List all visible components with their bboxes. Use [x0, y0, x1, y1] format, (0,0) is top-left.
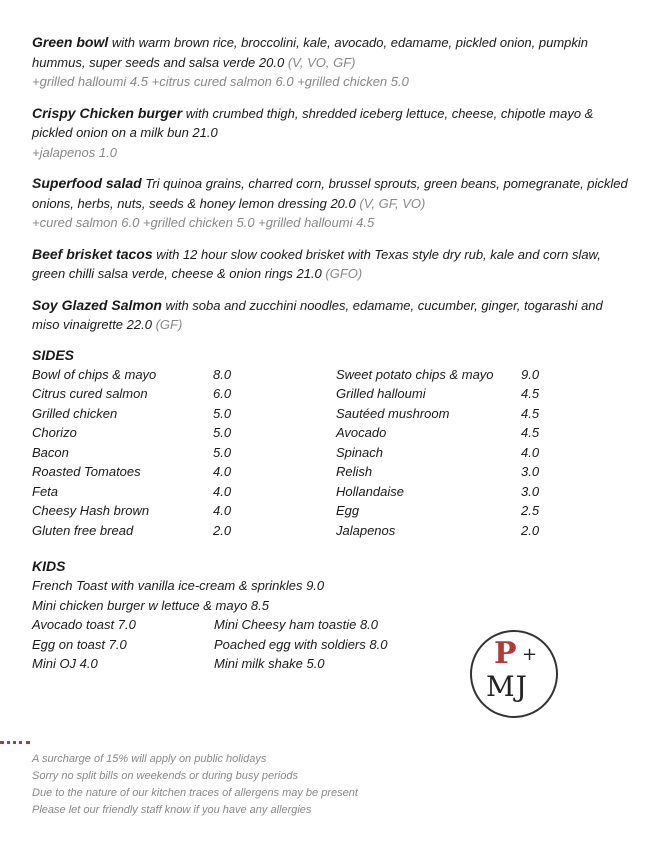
- menu-item-soy-salmon: [32, 296, 632, 335]
- item-tags: (GF): [155, 317, 183, 332]
- side-name: Grilled halloumi: [336, 386, 426, 401]
- side-price: 4.0: [213, 464, 232, 479]
- side-name: Hollandaise: [336, 483, 404, 499]
- side-row: [336, 365, 539, 385]
- logo-plus: +: [522, 644, 538, 665]
- kids-item: Avocado toast 7.0: [32, 617, 136, 632]
- side-row: [32, 404, 336, 424]
- side-name: Avocado: [336, 425, 387, 440]
- kids-item: Mini OJ 4.0: [32, 656, 98, 671]
- side-price: 5.0: [213, 425, 232, 440]
- item-name: Crispy Chicken burger: [32, 104, 183, 121]
- kids-item: Egg on toast 7.0: [32, 636, 127, 652]
- side-name: Chorizo: [32, 425, 77, 440]
- side-name: Bacon: [32, 444, 69, 460]
- item-description: with warm brown rice, broccolini, kale, avocado, edamame, pickled onion, pumpkin hummus, super seeds and salsa verde 20.0: [32, 35, 589, 70]
- item-description: with 12 hour slow cooked brisket with Texas style dry rub, kale and corn slaw, green chilli salsa verde, cheese & onion rings 21.0: [32, 246, 601, 281]
- note-line: Sorry no split bills on weekends or during busy periods: [32, 770, 298, 782]
- side-name: Bowl of chips & mayo: [32, 366, 157, 382]
- side-row: [336, 482, 539, 502]
- item-tags: (GFO): [325, 266, 363, 281]
- item-name: Green bowl: [32, 34, 109, 50]
- side-price: 6.0: [213, 386, 232, 401]
- side-name: Jalapenos: [336, 522, 396, 538]
- kids-item: Mini chicken burger w lettuce & mayo 8.5: [32, 597, 269, 613]
- side-row: [32, 521, 336, 541]
- item-description: with crumbed thigh, shredded iceberg lettuce, cheese, chipotle mayo & pickled onion on a milk bun 21.0: [32, 105, 594, 140]
- item-description: with soba and zucchini noodles, edamame, cucumber, ginger, togarashi and miso vinaigrette 22.0: [32, 297, 603, 332]
- side-row: [32, 443, 336, 463]
- side-row: [32, 482, 336, 502]
- side-price: 2.5: [521, 503, 540, 518]
- side-price: 5.0: [213, 405, 232, 421]
- side-row: [32, 384, 336, 404]
- side-name: Egg: [336, 503, 360, 518]
- side-price: 4.0: [213, 483, 232, 499]
- side-price: 3.0: [521, 483, 540, 499]
- item-tags: (V, GF, VO): [359, 195, 426, 211]
- side-row: [336, 443, 539, 463]
- sides-column-left: [32, 365, 336, 541]
- sides-column-right: [336, 365, 539, 541]
- item-extras: +jalapenos 1.0: [32, 144, 117, 160]
- side-name: Sautéed mushroom: [336, 405, 450, 421]
- item-extras: +cured salmon 6.0 +grilled chicken 5.0 +grilled halloumi 4.5: [32, 215, 375, 230]
- kids-item: Mini Cheesy ham toastie 8.0: [214, 617, 379, 632]
- side-name: Cheesy Hash brown: [32, 503, 150, 518]
- side-price: 4.5: [521, 386, 540, 401]
- side-price: 3.0: [521, 464, 540, 479]
- item-extras: +grilled halloumi 4.5 +citrus cured salmon 6.0 +grilled chicken 5.0: [32, 74, 409, 89]
- side-row: [32, 365, 336, 385]
- side-row: [336, 501, 539, 521]
- menu-item-brisket-tacos: [32, 245, 632, 284]
- side-row: [336, 384, 539, 404]
- dotted-divider: [0, 741, 30, 744]
- side-row: [32, 462, 336, 482]
- sides-list: [32, 365, 632, 541]
- item-description: Tri quinoa grains, charred corn, brussel sprouts, green beans, pomegranate, pickled onions, herbs, nuts, seeds & honey lemon dressing 20.0: [32, 176, 628, 211]
- side-row: [32, 423, 336, 443]
- item-name: Beef brisket tacos: [32, 245, 153, 262]
- kids-item: Poached egg with soldiers 8.0: [214, 636, 388, 652]
- note-line: A surcharge of 15% will apply on public holidays: [32, 753, 267, 765]
- kids-heading: KIDS: [32, 558, 66, 574]
- menu-page: [32, 33, 632, 674]
- item-name: Soy Glazed Salmon: [32, 296, 162, 313]
- menu-item-superfood-salad: [32, 174, 632, 233]
- side-name: Roasted Tomatoes: [32, 464, 141, 479]
- side-price: 2.0: [521, 522, 540, 538]
- side-name: Spinach: [336, 444, 383, 460]
- side-row: [336, 462, 539, 482]
- side-price: 9.0: [521, 366, 540, 382]
- side-row: [336, 521, 539, 541]
- side-row: [336, 404, 539, 424]
- item-name: Superfood salad: [32, 175, 142, 191]
- note-line: Please let our friendly staff know if you have any allergies: [32, 804, 312, 816]
- side-price: 4.5: [521, 425, 540, 440]
- logo-p: P: [494, 636, 517, 671]
- kids-item: Mini milk shake 5.0: [214, 656, 325, 671]
- sides-heading: SIDES: [32, 346, 75, 363]
- side-price: 4.0: [213, 503, 232, 518]
- side-name: Grilled chicken: [32, 405, 118, 421]
- side-name: Citrus cured salmon: [32, 386, 148, 401]
- note-line: Due to the nature of our kitchen traces of allergens may be present: [32, 787, 358, 799]
- side-price: 5.0: [213, 444, 232, 460]
- pmj-logo: [470, 630, 558, 718]
- side-price: 8.0: [213, 366, 232, 382]
- side-row: [32, 501, 336, 521]
- item-tags: (V, VO, GF): [287, 54, 356, 70]
- side-price: 4.5: [521, 405, 540, 421]
- side-name: Gluten free bread: [32, 522, 134, 538]
- menu-item-chicken-burger: [32, 104, 632, 163]
- side-name: Feta: [32, 483, 59, 499]
- logo-mj: MJ: [486, 670, 528, 703]
- menu-item-green-bowl: [32, 33, 632, 92]
- side-name: Relish: [336, 464, 373, 479]
- side-price: 2.0: [213, 522, 232, 538]
- kids-item: French Toast with vanilla ice-cream & sprinkles 9.0: [32, 578, 325, 593]
- footer-notes: [32, 751, 358, 819]
- side-row: [336, 423, 539, 443]
- side-price: 4.0: [521, 444, 540, 460]
- side-name: Sweet potato chips & mayo: [336, 366, 494, 382]
